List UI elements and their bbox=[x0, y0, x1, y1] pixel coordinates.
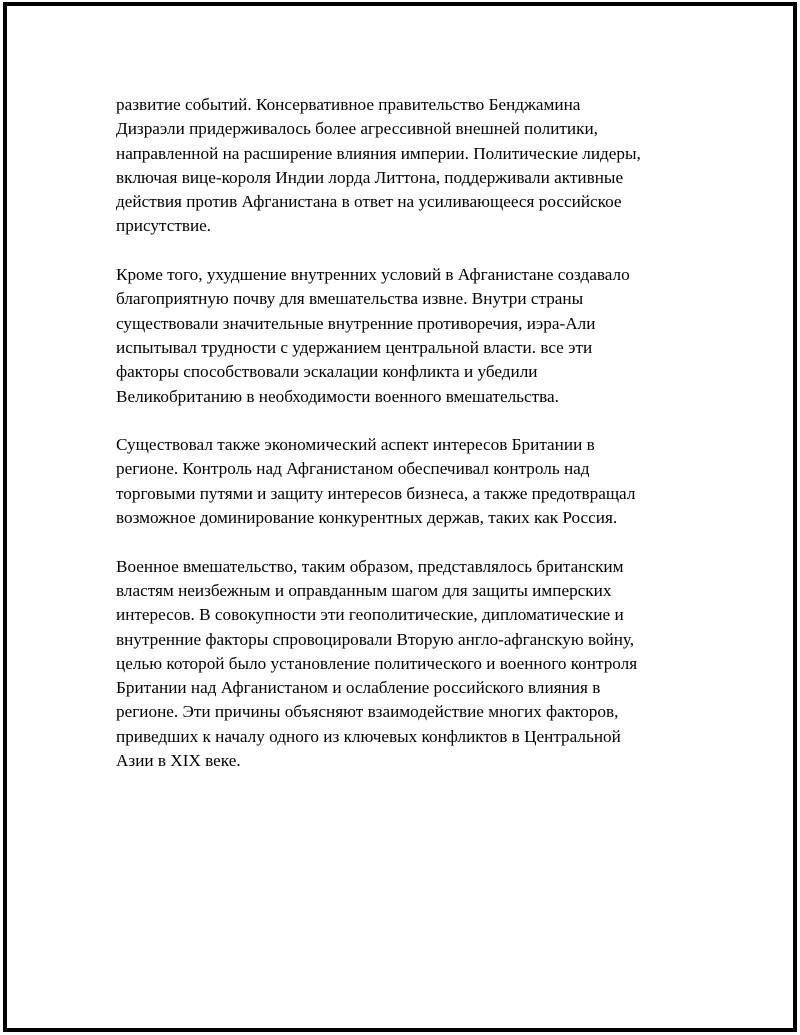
text-line: присутствие. bbox=[116, 216, 212, 236]
text-line: Дизраэли придерживалось более агрессивной внешней политики, bbox=[116, 119, 598, 139]
paragraph-3 bbox=[116, 433, 706, 530]
text-line: целью которой было установление политического и военного контроля bbox=[116, 653, 638, 673]
text-line: благоприятную почву для вмешательства извне. Внутри страны bbox=[116, 289, 584, 309]
text-line: Существовал также экономический аспект интересов Британии в bbox=[116, 435, 595, 455]
text-line: Военное вмешательство, таким образом, представлялось британским bbox=[116, 556, 624, 576]
text-line: включая вице-короля Индии лорда Литтона, поддерживали активные bbox=[116, 167, 624, 187]
text-line: регионе. Контроль над Афганистаном обеспечивал контроль над bbox=[116, 459, 590, 479]
text-line: интересов. В совокупности эти геополитические, дипломатические и bbox=[116, 605, 624, 625]
text-line: внутренние факторы спровоцировали Вторую англо-афганскую войну, bbox=[116, 629, 635, 649]
text-line: Азии в XIX веке. bbox=[116, 751, 241, 771]
paragraph-2 bbox=[116, 263, 706, 409]
text-line: существовали значительные внутренние противоречия, иэра-Али bbox=[116, 313, 596, 333]
text-line: развитие событий. Консервативное правительство Бенджамина bbox=[116, 95, 581, 114]
text-line: властям неизбежным и оправданным шагом для защиты имперских bbox=[116, 580, 612, 600]
text-line: регионе. Эти причины объясняют взаимодействие многих факторов, bbox=[116, 702, 619, 722]
text-line: испытывал трудности с удержанием центральной власти. все эти bbox=[116, 337, 593, 357]
text-line: действия против Афганистана в ответ на усиливающееся российское bbox=[116, 192, 622, 212]
paragraph-4 bbox=[116, 555, 706, 774]
text-line: Кроме того, ухудшение внутренних условий в Афганистане создавало bbox=[116, 265, 630, 285]
text-line: торговыми путями и защиту интересов бизнеса, а также предотвращал bbox=[116, 483, 636, 503]
text-line: Великобританию в необходимости военного вмешательства. bbox=[116, 386, 559, 406]
text-line: направленной на расширение влияния империи. Политические лидеры, bbox=[116, 143, 641, 163]
text-line: Британии над Афганистаном и ослабление российского влияния в bbox=[116, 678, 601, 698]
paragraph-1 bbox=[116, 93, 706, 239]
text-line: факторы способствовали эскалации конфликта и убедили bbox=[116, 362, 538, 382]
text-line: приведших к началу одного из ключевых конфликтов в Центральной bbox=[116, 726, 621, 746]
document-body bbox=[116, 93, 706, 798]
text-line: возможное доминирование конкурентных держав, таких как Россия. bbox=[116, 508, 618, 528]
